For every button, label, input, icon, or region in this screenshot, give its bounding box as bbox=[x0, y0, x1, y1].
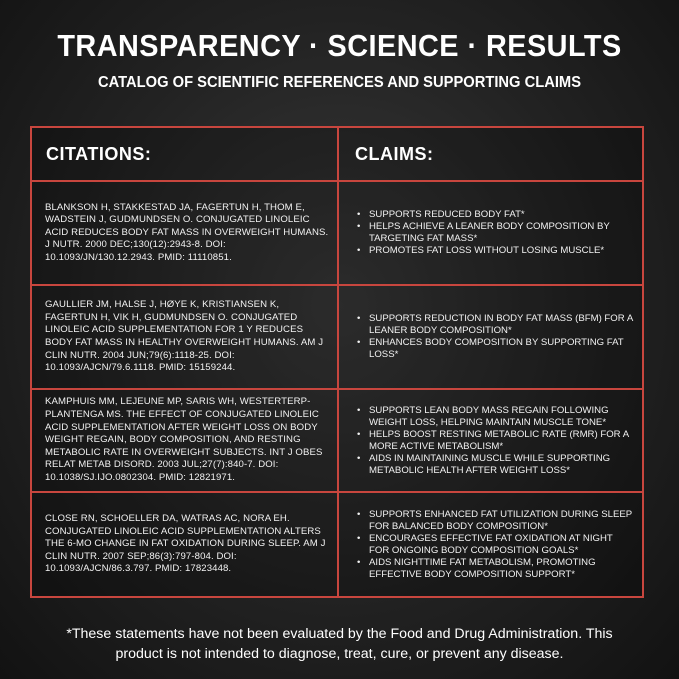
fda-disclaimer bbox=[0, 624, 679, 664]
citation-cell bbox=[32, 493, 339, 596]
claims-cell bbox=[339, 390, 642, 493]
citation-text: GAULLIER JM, HALSE J, HØYE K, KRISTIANSEN K, FAGERTUN H, VIK H, GUDMUNDSEN O. CONJUGATED LINOLEIC ACID SUPPLEMENTATION FOR 1 Y REDUCES BODY FAT MASS IN HEALTHY OVERWEIGHT HUMANS. AM J CLIN NUTR. 2004 JUN;79(6):1118-25. DOI: 10.1093/AJCN/79.6.1118. PMID: 15159244. bbox=[45, 299, 324, 374]
claim-item: • ENCOURAGES EFFECTIVE FAT OXIDATION AT NIGHT FOR ONGOING BODY COMPOSITION GOALS* bbox=[357, 533, 634, 557]
page-title: TRANSPARENCY · SCIENCE · RESULTS bbox=[57, 28, 622, 63]
claims-list bbox=[357, 209, 634, 257]
claim-item: • PROMOTES FAT LOSS WITHOUT LOSING MUSCLE* bbox=[357, 245, 634, 257]
claim-item: • SUPPORTS ENHANCED FAT UTILIZATION DURING SLEEP FOR BALANCED BODY COMPOSITION* bbox=[357, 509, 634, 533]
claims-list bbox=[357, 405, 634, 477]
citation-cell bbox=[32, 182, 339, 286]
disclaimer-line: product is not intended to diagnose, treat, cure, or prevent any disease. bbox=[115, 646, 564, 662]
page-subtitle: CATALOG OF SCIENTIFIC REFERENCES AND SUPPORTING CLAIMS bbox=[97, 74, 582, 91]
claim-item: • ENHANCES BODY COMPOSITION BY SUPPORTING FAT LOSS* bbox=[357, 337, 634, 361]
citation-cell bbox=[32, 286, 339, 390]
claim-item: • SUPPORTS REDUCTION IN BODY FAT MASS (BFM) FOR A LEANER BODY COMPOSITION* bbox=[357, 313, 634, 337]
claims-list bbox=[357, 313, 634, 361]
citation-text: CLOSE RN, SCHOELLER DA, WATRAS AC, NORA EH. CONJUGATED LINOLEIC ACID SUPPLEMENTATION ALTERS THE 6-MO CHANGE IN FAT OXIDATION DURING SLEEP. AM J CLIN NUTR. 2007 SEP;86(3):797-804. DOI: 10.1093/AJCN/86.3.797. PMID: 17823448. bbox=[45, 513, 326, 575]
claims-cell bbox=[339, 493, 642, 596]
claims-header: CLAIMS: bbox=[339, 128, 642, 182]
citations-header: CITATIONS: bbox=[32, 128, 339, 182]
disclaimer-line: *These statements have not been evaluated by the Food and Drug Administration. This bbox=[66, 626, 613, 642]
claim-item: • SUPPORTS LEAN BODY MASS REGAIN FOLLOWING WEIGHT LOSS, HELPING MAINTAIN MUSCLE TONE* bbox=[357, 405, 634, 429]
claims-list bbox=[357, 509, 634, 581]
citation-cell bbox=[32, 390, 339, 493]
citation-text: KAMPHUIS MM, LEJEUNE MP, SARIS WH, WESTERTERP-PLANTENGA MS. THE EFFECT OF CONJUGATED LINOLEIC ACID SUPPLEMENTATION AFTER WEIGHT LOSS ON BODY WEIGHT REGAIN, BODY COMPOSITION, AND RESTING METABOLIC RATE IN OVERWEIGHT SUBJECTS. INT J OBES RELAT METAB DISORD. 2003 JUL;27(7):840-7. DOI: 10.1038/SJ.IJO.0802304. PMID: 12821971. bbox=[45, 396, 323, 483]
claims-cell bbox=[339, 286, 642, 390]
claim-item: • HELPS ACHIEVE A LEANER BODY COMPOSITION BY TARGETING FAT MASS* bbox=[357, 221, 634, 245]
references-table bbox=[30, 126, 644, 598]
claim-item: • AIDS IN MAINTAINING MUSCLE WHILE SUPPORTING METABOLIC HEALTH AFTER WEIGHT LOSS* bbox=[357, 453, 634, 477]
citation-text: BLANKSON H, STAKKESTAD JA, FAGERTUN H, THOM E, WADSTEIN J, GUDMUNDSEN O. CONJUGATED LINOLEIC ACID REDUCES BODY FAT MASS IN OVERWEIGHT HUMANS. J NUTR. 2000 DEC;130(12):2943-8. DOI: 10.1093/JN/130.12.2943. PMID: 11110851. bbox=[45, 201, 329, 263]
claims-cell bbox=[339, 182, 642, 286]
claim-item: • HELPS BOOST RESTING METABOLIC RATE (RMR) FOR A MORE ACTIVE METABOLISM* bbox=[357, 429, 634, 453]
claim-item: • SUPPORTS REDUCED BODY FAT* bbox=[357, 209, 634, 221]
claim-item: • AIDS NIGHTTIME FAT METABOLISM, PROMOTING EFFECTIVE BODY COMPOSITION SUPPORT* bbox=[357, 557, 634, 581]
